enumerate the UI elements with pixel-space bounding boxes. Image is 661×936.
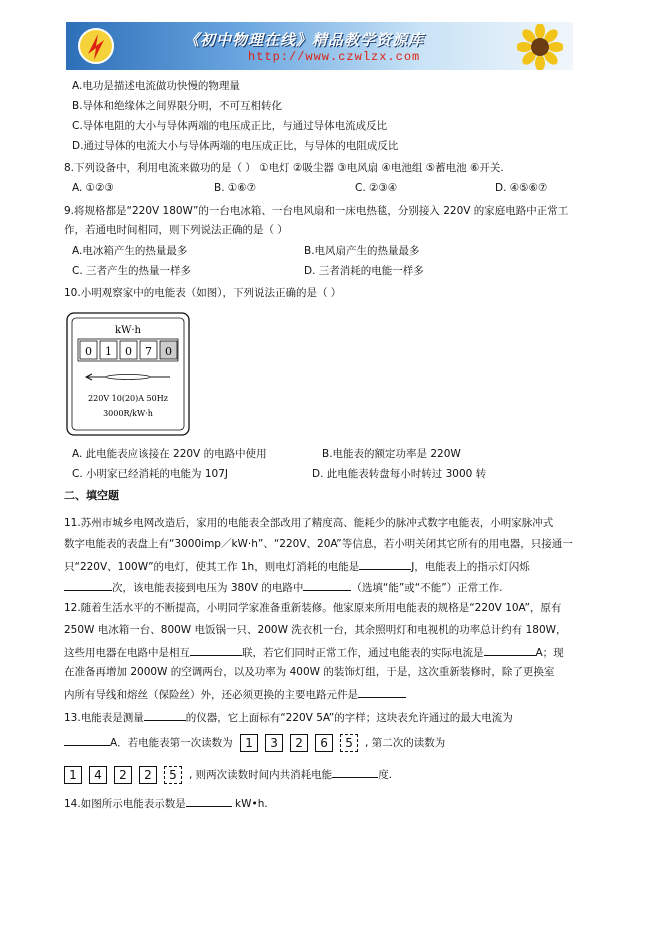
q9-option-d: D. 三者消耗的电能一样多 (304, 265, 424, 277)
banner-url: http://www.czwlzx.com (248, 50, 421, 64)
q13-line2: A．若电能表第一次读数为 1 3 2 6 5 , 第二次的读数为 (64, 731, 445, 755)
q10-option-d: D. 此电能表转盘每小时转过 3000 转 (312, 468, 487, 480)
reading-digit-box: 2 (139, 766, 157, 784)
q8-option-c: C. ②③④ (355, 182, 398, 194)
q9-stem-line1: 9.将规格都是“220V 180W”的一台电冰箱、一台电风扇和一床电热毯，分别接入 220V 的家庭电路中正常工 (64, 205, 569, 217)
q9-option-a: A.电冰箱产生的热量最多 (72, 245, 188, 257)
q11-line2: 数字电能表的表盘上有“3000imp／kW·h”、“220V、20A”等信息，若小明关闭其它所有的用电器，只接通一 (64, 538, 573, 550)
q7-option-b: B.导体和绝缘体之间界限分明，不可互相转化 (72, 100, 283, 112)
meter-digit: 0 (85, 345, 92, 358)
q9-option-c: C. 三者产生的热量一样多 (72, 265, 192, 277)
q12-blank-connection[interactable] (190, 644, 242, 656)
meter-digit: 0 (125, 345, 132, 358)
q11-line1: 11.苏州市城乡电网改造后，家用的电能表全部改用了精度高、能耗少的脉冲式数字电能表，小明家脉冲式 (64, 517, 554, 529)
q8-option-d: D. ④⑤⑥⑦ (495, 182, 548, 194)
header-banner (66, 22, 573, 70)
q11-blank-flashes[interactable] (64, 579, 112, 591)
q12-line1: 12.随着生活水平的不断提高，小明同学家准备重新装修。他家原来所用电能表的规格是“220V 10A”，原有 (64, 602, 562, 614)
q9-stem-line2: 作，若通电时间相同，则下列说法正确的是（ ） (64, 224, 288, 236)
q14-blank-reading[interactable] (186, 795, 232, 807)
q7-option-c: C.导体电阻的大小与导体两端的电压成正比，与通过导体电流成反比 (72, 120, 388, 132)
q13-blank-energy[interactable] (332, 766, 378, 778)
q8-option-a: A. ①②③ (72, 182, 114, 194)
q12-line2: 250W 电冰箱一台、800W 电饭锅一只、200W 洗衣机一台，其余照明灯和电视机的功率总计约有 180W， (64, 624, 567, 636)
reading-digit-box: 6 (315, 734, 333, 752)
reading-digit-box: 4 (89, 766, 107, 784)
q14-line: 14.如图所示电能表示数是 kW•h. (64, 795, 268, 811)
q12-blank-current[interactable] (484, 644, 536, 656)
q11-blank-energy[interactable] (359, 558, 411, 570)
sunflower-icon (517, 24, 563, 70)
meter-revolutions: 3000R/kW·h (103, 409, 153, 418)
reading-digit-box: 1 (240, 734, 258, 752)
meter-digit: 0 (165, 345, 172, 358)
reading-digit-box: 2 (290, 734, 308, 752)
q8-stem: 8.下列设备中，利用电流来做功的是（ ） ①电灯 ②吸尘器 ③电风扇 ④电池组 ⑤蓄电池 ⑥开关. (64, 162, 504, 174)
reading-digit-box: 5 (340, 734, 358, 752)
q12-line5: 内所有导线和熔丝（保险丝）外，还必须更换的主要电路元件是 (64, 686, 406, 702)
q12-line4: 在准备再增加 2000W 的空调两台，以及功率为 400W 的装饰灯组，于是，这次重新装修时，除了更换室 (64, 666, 555, 678)
reading-digit-box: 3 (265, 734, 283, 752)
q8-option-b: B. ①⑥⑦ (214, 182, 257, 194)
q10-option-b: B.电能表的额定功率是 220W (322, 448, 461, 460)
q10-stem: 10.小明观察家中的电能表（如图），下列说法正确的是（ ） (64, 287, 342, 299)
q12-line3: 这些用电器在电路中是相互 联，若它们同时正常工作，通过电能表的实际电流是 A；现 (64, 644, 564, 660)
energy-meter-figure (66, 312, 190, 436)
q7-option-a: A.电功是描述电流做功快慢的物理量 (72, 80, 240, 92)
q11-blank-can[interactable] (303, 579, 351, 591)
q7-option-d: D.通过导体的电流大小与导体两端的电压成正比，与导体的电阻成反比 (72, 140, 399, 152)
q12-blank-component[interactable] (358, 686, 406, 698)
q13-line3: 1 4 2 2 5 , 则两次读数时间内共消耗电能 度. (64, 763, 392, 787)
q13-blank-measure[interactable] (144, 709, 186, 721)
meter-digit: 1 (105, 345, 112, 358)
reading-digit-box: 5 (164, 766, 182, 784)
meter-unit: kW·h (115, 325, 141, 336)
q13-blank-max-current[interactable] (64, 734, 110, 746)
q9-option-b: B.电风扇产生的热量最多 (304, 245, 420, 257)
q11-line4: 次，该电能表接到电压为 380V 的电路中 （选填“能”或“不能”）正常工作. (64, 579, 503, 595)
q10-option-c: C. 小明家已经消耗的电能为 107J (72, 468, 228, 480)
q11-line3: 只“220V、100W”的电灯，使其工作 1h，则电灯消耗的电能是 J，电能表上的指示灯闪烁 (64, 558, 530, 574)
section-heading: 二、填空题 (64, 489, 119, 502)
logo-icon (76, 26, 116, 66)
meter-spec: 220V 10(20)A 50Hz (88, 394, 168, 403)
meter-digit: 7 (145, 345, 152, 358)
reading-digit-box: 2 (114, 766, 132, 784)
reading-digit-box: 1 (64, 766, 82, 784)
q13-line1: 13.电能表是测量 的仪器，它上面标有“220V 5A”的字样；这块表允许通过的最大电流为 (64, 709, 513, 725)
q10-option-a: A. 此电能表应该接在 220V 的电路中使用 (72, 448, 267, 460)
banner-title: 《初中物理在线》精品教学资源库 (184, 31, 425, 49)
